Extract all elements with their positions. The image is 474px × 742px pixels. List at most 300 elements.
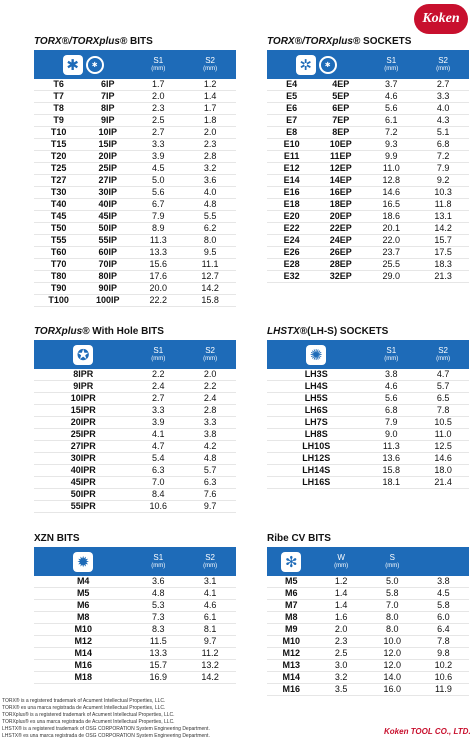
table-cell: 11EP (330, 151, 352, 161)
torx-socket-icon: ✲ (296, 55, 316, 75)
table-cell: T40 (50, 199, 67, 209)
lhstx-socket-icon: ✺ (306, 345, 326, 365)
table-row (267, 465, 469, 477)
table-cell: E28 (283, 259, 300, 269)
table-row (267, 247, 469, 259)
table-cell: M8 (76, 612, 90, 622)
table-cell: 16EP (329, 187, 352, 197)
table-cell: 5.6 (385, 393, 398, 403)
table-cell: 15.8 (382, 465, 401, 475)
table-cell: T10 (50, 127, 67, 137)
table-row (34, 636, 236, 648)
table-row (34, 441, 236, 453)
table-cell: 3.3 (152, 139, 165, 149)
table-row (267, 127, 469, 139)
section-title: Ribe CV BITS (267, 533, 331, 544)
table-cell: 4.6 (385, 381, 398, 391)
table-cell: 11.8 (434, 199, 452, 209)
table-cell: 8IPR (73, 369, 94, 379)
table-cell: 9.7 (203, 501, 217, 511)
table-cell: 11.5 (149, 636, 167, 646)
table-cell: T45 (50, 211, 67, 221)
table-row (34, 175, 236, 187)
table-cell: T9 (53, 115, 64, 125)
table-cell: 14.6 (382, 187, 401, 197)
table-cell: 4EP (332, 79, 350, 89)
table-cell: 70IP (98, 259, 118, 269)
table-cell: 12.0 (383, 648, 402, 658)
table-cell: LH16S (302, 477, 331, 487)
table-cell: 4.0 (436, 103, 450, 113)
table-cell: 6.5 (436, 393, 450, 403)
table-cell: 6.3 (152, 465, 165, 475)
table-cell: 7.0 (152, 477, 165, 487)
table-row (267, 429, 469, 441)
table-cell: 6EP (332, 103, 350, 113)
table-cell: 1.4 (203, 91, 217, 101)
table-cell: E8 (286, 127, 298, 137)
table-row (267, 381, 469, 393)
table-cell: 6.4 (437, 624, 450, 634)
table-cell: 9.9 (385, 151, 398, 161)
table-row (34, 151, 236, 163)
table-row (267, 636, 469, 648)
table-cell: 5.3 (152, 600, 165, 610)
table-cell: 100IP (96, 295, 120, 305)
table-cell: LH5S (304, 393, 328, 403)
table-cell: T8 (53, 103, 64, 113)
table-cell: LH6S (304, 405, 328, 415)
xzn-spline-icon: ✹ (73, 552, 93, 572)
table-cell: 18.0 (434, 465, 452, 475)
table-cell: T60 (50, 247, 67, 257)
table-cell: 3.9 (152, 151, 165, 161)
table-cell: 8.3 (152, 624, 165, 634)
table-cell: E20 (283, 211, 300, 221)
table-cell: M8 (285, 612, 298, 622)
table-cell: M14 (74, 648, 92, 658)
table-cell: T6 (53, 79, 64, 89)
table-cell: 5.8 (437, 600, 450, 610)
table-cell: 1.4 (334, 588, 348, 598)
table-cell: M12 (74, 636, 92, 646)
table-cell: E10 (283, 139, 300, 149)
table-cell: 5.6 (385, 103, 398, 113)
table-cell: 7.0 (386, 600, 399, 610)
table-cell: 11.2 (201, 648, 219, 658)
table-cell: T27 (50, 175, 67, 185)
table-cell: E6 (286, 103, 298, 113)
table-cell: 9.7 (203, 636, 217, 646)
table-cell: M9 (285, 624, 298, 634)
table-cell: 13.2 (201, 660, 219, 670)
table-cell: 9.0 (385, 429, 398, 439)
table-cell: 90IP (98, 283, 118, 293)
table-cell: 9.5 (203, 247, 217, 257)
table-cell: 6.8 (385, 405, 398, 415)
table-cell: 3.3 (436, 91, 450, 101)
table-row (267, 187, 469, 199)
table-row (34, 103, 236, 115)
ribe-cv-bits-table (267, 533, 469, 696)
table-cell: 11.9 (435, 684, 452, 694)
table-cell: 2.2 (203, 381, 217, 391)
table-cell: 27IPR (70, 441, 96, 451)
table-cell: 20.0 (149, 283, 168, 293)
table-cell: 18.1 (382, 477, 401, 487)
table-cell: 3.2 (203, 163, 217, 173)
table-cell: 9IP (101, 115, 115, 125)
table-cell: LH10S (302, 441, 331, 451)
table-cell: 40IPR (70, 465, 96, 475)
socket-profile-icon: ✱ (319, 56, 337, 74)
table-row (267, 103, 469, 115)
table-cell: 2.3 (203, 139, 217, 149)
table-row (34, 612, 236, 624)
table-cell: 13.1 (434, 211, 452, 221)
table-cell: 2.2 (152, 369, 165, 379)
table-cell: 7IP (101, 91, 115, 101)
table-cell: 6.0 (437, 612, 450, 622)
table-cell: M14 (282, 672, 301, 682)
table-cell: 9.2 (436, 175, 450, 185)
table-row (267, 660, 469, 672)
table-cell: 50IPR (70, 489, 96, 499)
table-row (34, 393, 236, 405)
table-cell: 2.0 (203, 127, 217, 137)
table-cell: 2.0 (203, 369, 217, 379)
table-cell: M5 (76, 588, 90, 598)
table-cell: 7EP (332, 115, 350, 125)
table-cell: 1.4 (334, 600, 348, 610)
table-row (34, 369, 236, 381)
table-cell: 2.3 (152, 103, 165, 113)
table-row (267, 211, 469, 223)
koken-footer-logo: Koken TOOL CO., LTD. (384, 727, 471, 736)
table-cell: 4.2 (203, 441, 217, 451)
table-row (34, 648, 236, 660)
table-row (34, 79, 236, 91)
table-row (267, 417, 469, 429)
table-row (267, 405, 469, 417)
table-row (267, 576, 469, 588)
table-cell: 10.5 (434, 417, 452, 427)
table-cell: 25IPR (70, 429, 96, 439)
table-cell: 7.8 (436, 405, 450, 415)
torx-bits-table (34, 36, 236, 307)
table-cell: LH8S (304, 429, 328, 439)
table-cell: 14EP (329, 175, 352, 185)
table-cell: 3.6 (203, 175, 217, 185)
table-row (267, 588, 469, 600)
table-cell: 3.8 (203, 429, 217, 439)
table-row (34, 211, 236, 223)
table-row (34, 295, 236, 307)
table-cell: 20.1 (382, 223, 401, 233)
table-row (34, 283, 236, 295)
table-cell: E12 (283, 163, 300, 173)
table-cell: 10EP (329, 139, 352, 149)
table-cell: 6.1 (203, 612, 217, 622)
table-cell: 4.6 (203, 600, 217, 610)
table-cell: 3.7 (385, 79, 398, 89)
table-row (267, 672, 469, 684)
table-row (34, 381, 236, 393)
table-cell: 11.3 (149, 235, 167, 245)
table-cell: 12.5 (434, 441, 452, 451)
table-row (34, 465, 236, 477)
table-cell: 10IP (98, 127, 118, 137)
table-cell: 8IP (101, 103, 115, 113)
table-cell: T80 (50, 271, 67, 281)
table-row (267, 199, 469, 211)
table-cell: 14.2 (434, 223, 452, 233)
torxplus-hole-bits-table (34, 326, 236, 513)
table-cell: 11.3 (382, 441, 400, 451)
table-cell: 55IP (98, 235, 118, 245)
table-cell: 20IP (98, 151, 118, 161)
table-cell: 3.3 (203, 417, 217, 427)
table-row (34, 259, 236, 271)
table-cell: 6.1 (385, 115, 398, 125)
table-cell: M16 (282, 684, 301, 694)
table-cell: 45IP (98, 211, 118, 221)
table-row (267, 223, 469, 235)
table-cell: 7.9 (385, 417, 398, 427)
section-title: TORX®/TORXplus® BITS (34, 36, 153, 47)
table-cell: 14.0 (383, 672, 402, 682)
table-cell: 2.7 (152, 127, 165, 137)
table-row (34, 127, 236, 139)
table-cell: M16 (74, 660, 92, 670)
table-cell: 1.7 (152, 79, 165, 89)
table-cell: 10.6 (149, 501, 168, 511)
table-header: ✱ ✱ S1 (mm) S2 (mm) (34, 50, 236, 79)
table-cell: T55 (50, 235, 67, 245)
table-cell: 7.9 (436, 163, 450, 173)
table-cell: E16 (283, 187, 300, 197)
table-cell: 6IP (101, 79, 115, 89)
table-cell: 32EP (329, 271, 352, 281)
table-cell: 5.4 (152, 453, 165, 463)
table-cell: 30IPR (70, 453, 96, 463)
table-cell: 15IP (98, 139, 118, 149)
table-row (267, 91, 469, 103)
table-cell: LH12S (302, 453, 331, 463)
table-row (267, 369, 469, 381)
table-cell: 4.0 (203, 187, 217, 197)
table-cell: T70 (50, 259, 67, 269)
table-row (34, 187, 236, 199)
table-cell: 9IPR (73, 381, 94, 391)
table-cell: 16.9 (149, 672, 168, 682)
table-cell: 7.6 (203, 489, 217, 499)
table-cell: 10.6 (434, 672, 453, 682)
table-cell: 3.3 (152, 405, 165, 415)
table-row (267, 235, 469, 247)
table-cell: 3.6 (152, 576, 165, 586)
table-cell: T20 (50, 151, 67, 161)
table-cell: 15.6 (149, 259, 168, 269)
table-cell: 1.2 (334, 576, 348, 586)
table-cell: 5.5 (203, 211, 217, 221)
table-cell: 13.3 (149, 648, 168, 658)
table-cell: 2.0 (334, 624, 348, 634)
table-cell: T100 (48, 295, 69, 305)
table-cell: 2.8 (203, 405, 217, 415)
table-row (34, 91, 236, 103)
koken-logo: Koken (414, 4, 468, 34)
table-cell: 12.7 (201, 271, 219, 281)
table-cell: T50 (50, 223, 67, 233)
table-row (267, 175, 469, 187)
table-cell: 2.4 (152, 381, 165, 391)
table-cell: 20IPR (70, 417, 96, 427)
table-cell: 18.6 (382, 211, 401, 221)
table-row (267, 271, 469, 283)
table-cell: 3.1 (203, 576, 217, 586)
table-header: ✺ S1 (mm) S2 (mm) (267, 340, 469, 369)
table-cell: 4.3 (436, 115, 450, 125)
table-cell: 45IPR (70, 477, 96, 487)
table-row (267, 393, 469, 405)
table-cell: 3.2 (334, 672, 348, 682)
table-cell: 3.9 (152, 417, 165, 427)
table-cell: 4.5 (152, 163, 165, 173)
table-cell: 2.5 (152, 115, 165, 125)
table-cell: E26 (283, 247, 300, 257)
table-row (34, 405, 236, 417)
table-cell: 12EP (329, 163, 352, 173)
table-cell: M7 (285, 600, 298, 610)
table-cell: 9.3 (385, 139, 398, 149)
table-cell: 8.0 (386, 612, 399, 622)
table-cell: 2.4 (203, 393, 217, 403)
table-cell: 1.8 (203, 115, 217, 125)
table-cell: 29.0 (382, 271, 401, 281)
torx-hole-icon: ✪ (73, 345, 93, 365)
table-cell: 2.3 (334, 636, 348, 646)
table-cell: 22EP (329, 223, 352, 233)
table-row (34, 576, 236, 588)
socket-profile-icon: ✱ (86, 56, 104, 74)
table-cell: 15IPR (70, 405, 96, 415)
table-cell: LH4S (304, 381, 328, 391)
table-row (34, 199, 236, 211)
trademark-notes: TORX® is a registered trademark of Acument Intellectual Properties, LLC. TORX® es una marca registrada de Acument Intellectual Properties, LLC. TORXplus® is a registered trademark of Acument Intellectual Properties, LLC. TORXplus® es una marca registrada de Acument Intellectual Properties, LLC. LHSTX® is a registered trademark of OSG CORPORATION System Engineering Department. LHSTX® es una marca registrada de OSG CORPORATION System Engineering Department. (2, 698, 210, 739)
table-header: ✹ S1 (mm) S2 (mm) (34, 547, 236, 576)
table-cell: 11.0 (434, 429, 452, 439)
table-cell: 8EP (332, 127, 350, 137)
table-cell: 27IP (98, 175, 118, 185)
table-row (267, 115, 469, 127)
table-cell: 16.0 (383, 684, 402, 694)
table-row (267, 612, 469, 624)
table-cell: 11.1 (201, 259, 219, 269)
table-cell: 7.9 (152, 211, 165, 221)
table-cell: 5EP (332, 91, 350, 101)
table-cell: 7.3 (152, 612, 165, 622)
ribe-spline-icon: ✻ (281, 552, 301, 572)
table-cell: 18EP (329, 199, 352, 209)
table-cell: 23.7 (382, 247, 401, 257)
table-cell: 5.6 (152, 187, 165, 197)
table-cell: LH3S (304, 369, 328, 379)
table-cell: 1.6 (334, 612, 348, 622)
table-row (267, 624, 469, 636)
table-row (34, 163, 236, 175)
table-cell: M5 (285, 576, 298, 586)
table-cell: E18 (283, 199, 300, 209)
table-row (267, 453, 469, 465)
table-cell: 21.4 (434, 477, 452, 487)
table-row (34, 672, 236, 684)
table-cell: 17.5 (434, 247, 452, 257)
table-cell: 24EP (329, 235, 352, 245)
table-cell: 16.5 (382, 199, 401, 209)
torx-star-icon: ✱ (63, 55, 83, 75)
table-row (267, 259, 469, 271)
table-row (267, 648, 469, 660)
table-cell: 40IP (98, 199, 118, 209)
table-cell: 6.3 (203, 477, 217, 487)
table-row (34, 115, 236, 127)
table-cell: 10IPR (70, 393, 96, 403)
table-row (34, 588, 236, 600)
table-cell: E14 (283, 175, 300, 185)
xzn-bits-table (34, 533, 236, 684)
table-cell: 2.0 (152, 91, 165, 101)
table-cell: 4.7 (152, 441, 165, 451)
table-cell: 11.0 (382, 163, 400, 173)
table-cell: 25.5 (382, 259, 401, 269)
table-row (34, 660, 236, 672)
table-cell: T7 (53, 91, 64, 101)
table-cell: 8.9 (152, 223, 165, 233)
table-cell: 10.2 (434, 660, 453, 670)
table-cell: E4 (286, 79, 298, 89)
table-cell: 20EP (329, 211, 352, 221)
table-cell: 12.0 (383, 660, 402, 670)
table-cell: 8.0 (386, 624, 399, 634)
table-cell: 12.8 (382, 175, 401, 185)
table-row (267, 600, 469, 612)
table-row (267, 139, 469, 151)
table-row (267, 441, 469, 453)
table-cell: 4.1 (152, 429, 165, 439)
table-cell: E32 (283, 271, 300, 281)
table-cell: 10.3 (434, 187, 452, 197)
table-cell: 2.8 (203, 151, 217, 161)
table-cell: LH7S (304, 417, 328, 427)
table-row (267, 79, 469, 91)
table-cell: 3.8 (437, 576, 450, 586)
table-cell: 2.7 (436, 79, 450, 89)
table-row (34, 600, 236, 612)
table-cell: 25IP (98, 163, 118, 173)
table-cell: 14.6 (434, 453, 452, 463)
table-cell: 22.2 (149, 295, 168, 305)
table-cell: 60IP (98, 247, 118, 257)
table-cell: 4.5 (437, 588, 450, 598)
table-row (34, 223, 236, 235)
table-cell: M6 (285, 588, 298, 598)
table-cell: 26EP (329, 247, 352, 257)
section-title: TORXplus® With Hole BITS (34, 326, 164, 337)
table-cell: T90 (50, 283, 67, 293)
table-cell: 5.0 (152, 175, 165, 185)
table-cell: E5 (286, 91, 298, 101)
